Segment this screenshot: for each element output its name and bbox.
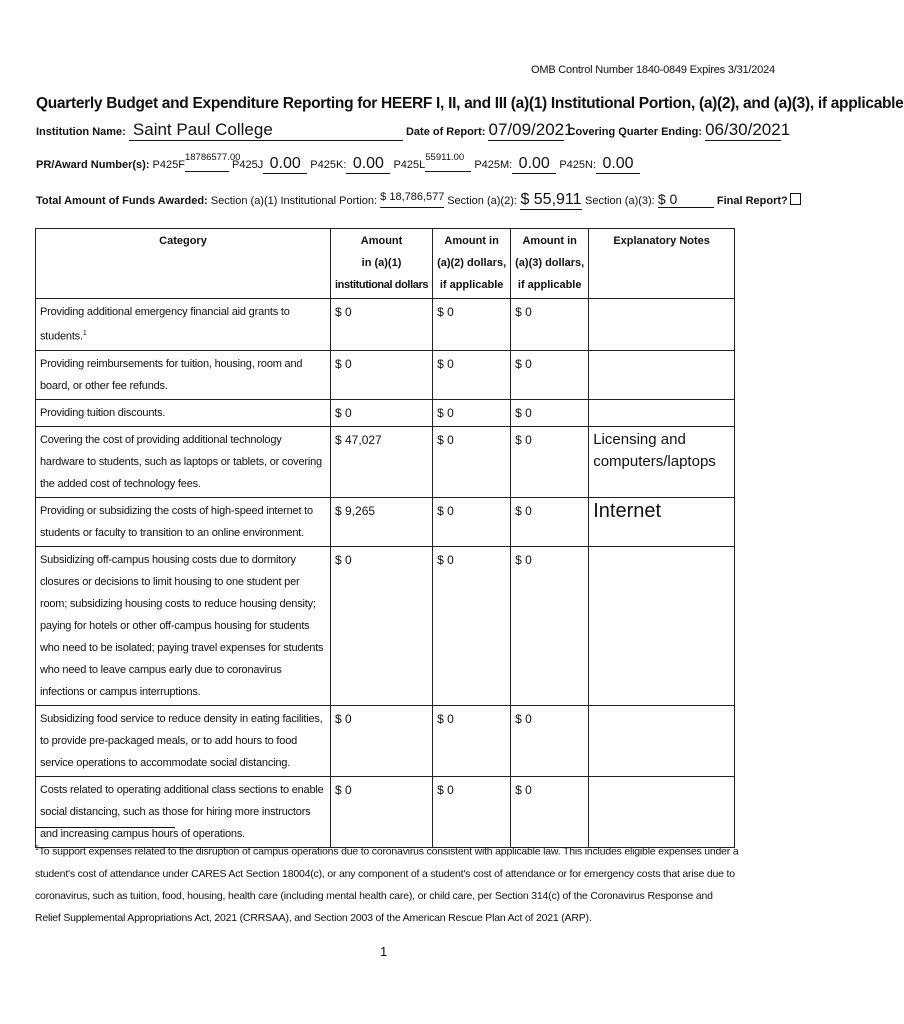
p425k-label: P425K: <box>310 159 347 171</box>
institution-line <box>36 120 791 141</box>
p425k-field[interactable]: 0.00 <box>346 155 390 174</box>
page-number: 1 <box>380 944 388 959</box>
header-a1 <box>331 229 433 299</box>
amount-a1-cell[interactable]: $ 47,027 <box>331 426 433 497</box>
amount-a1-cell[interactable]: $ 9,265 <box>331 497 433 546</box>
table-row <box>36 776 735 847</box>
amount-a3-cell[interactable]: $ 0 <box>511 350 589 399</box>
institution-name-field[interactable]: Saint Paul College <box>129 120 403 141</box>
amount-a1-cell[interactable]: $ 0 <box>331 546 433 705</box>
p425j-label: P425J <box>232 159 264 171</box>
amount-a2-cell[interactable]: $ 0 <box>433 497 511 546</box>
p425f-field[interactable] <box>184 152 241 172</box>
header-a1-line: institutional dollars <box>335 279 429 291</box>
notes-cell[interactable] <box>589 705 735 776</box>
p425l-label: P425L <box>393 159 426 171</box>
section-a1-label: Section (a)(1) Institutional Portion: <box>210 195 378 207</box>
section-a3-field[interactable]: $ 0 <box>658 191 714 208</box>
footnote <box>35 838 740 929</box>
footnote-number: 1 <box>35 845 39 852</box>
header-a2-line: if applicable <box>439 279 504 291</box>
table-row <box>36 299 735 351</box>
final-report-label: Final Report? <box>716 195 788 207</box>
header-a3-line: Amount in <box>522 235 577 247</box>
amount-a1-cell[interactable]: $ 0 <box>331 705 433 776</box>
table-row <box>36 546 735 705</box>
final-report-checkbox[interactable] <box>790 193 801 205</box>
total-funds-label: Total Amount of Funds Awarded: <box>36 195 208 207</box>
amount-a3-cell[interactable]: $ 0 <box>511 299 589 351</box>
amount-a3-cell[interactable]: $ 0 <box>511 426 589 497</box>
amount-a2-cell[interactable]: $ 0 <box>433 299 511 351</box>
amount-a2-cell[interactable]: $ 0 <box>433 776 511 847</box>
header-a3-line: if applicable <box>517 279 582 291</box>
header-notes: Explanatory Notes <box>589 229 735 299</box>
category-cell: Providing tuition discounts. <box>36 399 331 426</box>
notes-cell[interactable] <box>589 546 735 705</box>
notes-cell[interactable]: Internet <box>589 497 735 546</box>
notes-cell[interactable]: Licensing and computers/laptops <box>589 426 735 497</box>
amount-a1-cell[interactable]: $ 0 <box>331 399 433 426</box>
p425j-field[interactable]: 0.00 <box>263 155 307 174</box>
header-a3-line: (a)(3) dollars, <box>515 257 585 269</box>
amount-a3-cell[interactable]: $ 0 <box>511 497 589 546</box>
amount-a2-cell[interactable]: $ 0 <box>433 350 511 399</box>
table-row <box>36 399 735 426</box>
institution-name-label: Institution Name: <box>36 126 126 138</box>
category-text: Providing additional emergency financial aid grants to students. <box>40 306 290 343</box>
category-cell: Providing or subsidizing the costs of high-speed internet to students or faculty to transition to an online environment. <box>36 497 331 546</box>
category-cell <box>36 299 331 351</box>
omb-control-number: OMB Control Number 1840-0849 Expires 3/31/2024 <box>531 64 775 76</box>
expenditure-table <box>35 228 735 848</box>
p425l-field[interactable] <box>425 152 471 172</box>
notes-cell[interactable] <box>589 399 735 426</box>
header-a3 <box>511 229 589 299</box>
p425m-field[interactable]: 0.00 <box>512 155 556 174</box>
p425m-label: P425M: <box>474 159 513 171</box>
covering-quarter-field[interactable]: 06/30/2021 <box>705 120 791 139</box>
p425f-label: P425F <box>152 159 185 171</box>
covering-quarter-label: Covering Quarter Ending: <box>567 126 703 138</box>
amount-a2-cell[interactable]: $ 0 <box>433 546 511 705</box>
notes-cell[interactable] <box>589 299 735 351</box>
amount-a3-cell[interactable]: $ 0 <box>511 705 589 776</box>
amount-a1-cell[interactable]: $ 0 <box>331 299 433 351</box>
p425l-value: 55911.00 <box>425 152 465 163</box>
amount-a1-cell[interactable]: $ 0 <box>331 776 433 847</box>
p425f-value: 18786577.00 <box>184 152 241 163</box>
date-of-report-field[interactable]: 07/09/2021 <box>488 120 574 139</box>
table-row <box>36 497 735 546</box>
header-a1-line: in (a)(1) <box>361 257 402 269</box>
table-row <box>36 350 735 399</box>
category-cell: Costs related to operating additional class sections to enable social distancing, such as those for hiring more instructors and increasing campus hours of operations. <box>36 776 331 847</box>
header-category: Category <box>36 229 331 299</box>
section-a1-value: $ 18,786,577 <box>380 191 445 203</box>
section-a1-field[interactable] <box>380 191 445 208</box>
category-cell: Providing reimbursements for tuition, housing, room and board, or other fee refunds. <box>36 350 331 399</box>
section-a2-label: Section (a)(2): <box>447 195 517 207</box>
amount-a1-cell[interactable]: $ 0 <box>331 350 433 399</box>
totals-line <box>36 191 801 210</box>
amount-a3-cell[interactable]: $ 0 <box>511 776 589 847</box>
p425n-field[interactable]: 0.00 <box>596 155 640 174</box>
footnote-ref: 1 <box>82 330 87 337</box>
date-of-report-label: Date of Report: <box>405 126 486 138</box>
amount-a2-cell[interactable]: $ 0 <box>433 399 511 426</box>
award-numbers-label: PR/Award Number(s): <box>36 159 150 171</box>
section-a3-label: Section (a)(3): <box>585 195 655 207</box>
category-cell: Covering the cost of providing additional technology hardware to students, such as laptops or tablets, or covering the added cost of technology fees. <box>36 426 331 497</box>
amount-a3-cell[interactable]: $ 0 <box>511 546 589 705</box>
amount-a2-cell[interactable]: $ 0 <box>433 705 511 776</box>
table-header-row <box>36 229 735 299</box>
header-a2 <box>433 229 511 299</box>
header-a2-line: Amount in <box>444 235 499 247</box>
amount-a2-cell[interactable]: $ 0 <box>433 426 511 497</box>
p425n-label: P425N: <box>559 159 597 171</box>
header-a1-line: Amount <box>360 235 403 247</box>
category-cell: Subsidizing food service to reduce density in eating facilities, to provide pre-packaged meals, or to add hours to food service operations to accommodate social distancing. <box>36 705 331 776</box>
notes-cell[interactable] <box>589 350 735 399</box>
table-row <box>36 705 735 776</box>
notes-cell[interactable] <box>589 776 735 847</box>
table-row <box>36 426 735 497</box>
footnote-text: To support expenses related to the disruption of campus operations due to coronavirus consistent with applicable law. This includes eligible expenses under a student's cost of attendance under CARES Act Section 18004(c), or any component of a student's cost of attendance or for emergency costs that arise due to coronavirus, such as tuition, food, housing, health care (including mental health care), or child care, per Section 314(c) of the Coronavirus Response and Relief Supplemental Appropriations Act, 2021 (CRRSAA), and Section 2003 of the American Rescue Plan Act of 2021 (ARP). <box>35 845 739 924</box>
section-a2-field[interactable]: $ 55,911 <box>520 191 582 208</box>
header-a2-line: (a)(2) dollars, <box>437 257 507 269</box>
form-title: Quarterly Budget and Expenditure Reporting for HEERF I, II, and III (a)(1) Institutional Portion, (a)(2), and (a)(3), if applicable <box>36 95 904 112</box>
amount-a3-cell[interactable]: $ 0 <box>511 399 589 426</box>
footnote-separator <box>35 827 175 828</box>
award-line <box>36 152 640 174</box>
category-cell: Subsidizing off-campus housing costs due to dormitory closures or decisions to limit housing to one student per room; subsidizing housing costs to reduce housing density; paying for hotels or other off-campus housing for students who need to be isolated; paying travel expenses for students who need to leave campus early due to coronavirus infections or campus interruptions. <box>36 546 331 705</box>
